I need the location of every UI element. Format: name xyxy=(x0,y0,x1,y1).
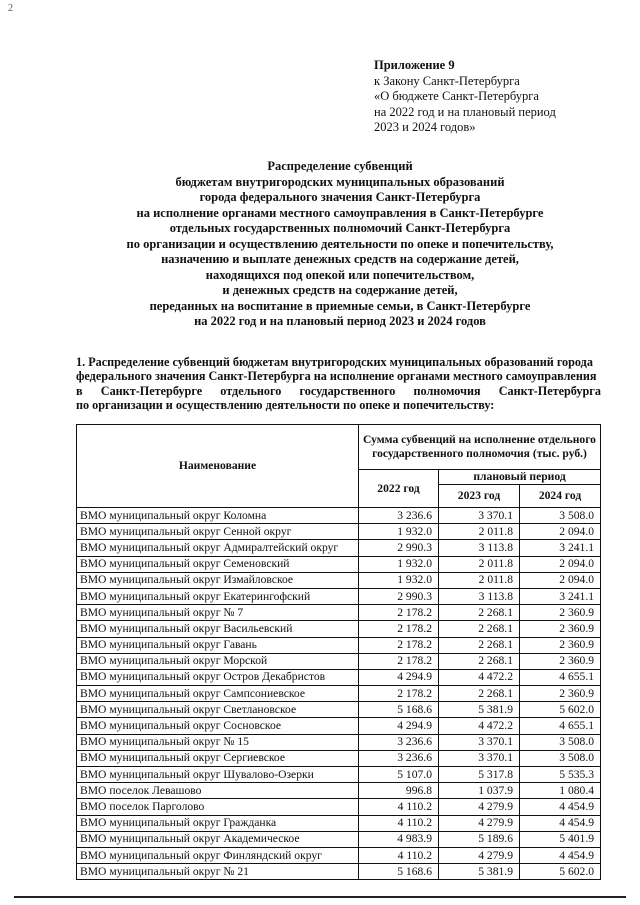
row-value-2022: 2 178.2 xyxy=(359,686,439,702)
intro-line: 1. Распределение субвенций бюджетам внутригородских муниципальных образований города xyxy=(76,355,593,369)
row-value-2024: 2 360.9 xyxy=(520,621,601,637)
row-value-2023: 2 268.1 xyxy=(439,637,520,653)
row-name: ВМО муниципальный округ Семеновский xyxy=(77,556,359,572)
row-value-2023: 5 381.9 xyxy=(439,864,520,880)
row-value-2024: 2 360.9 xyxy=(520,686,601,702)
table-row xyxy=(77,847,601,863)
intro-word: Санкт-Петербурге xyxy=(100,383,203,398)
row-value-2024: 5 535.3 xyxy=(520,767,601,783)
title-line: переданных на воспитание в приемные семьи, в Санкт-Петербурге xyxy=(149,298,531,313)
table-body xyxy=(77,508,601,880)
title-line: города федерального значения Санкт-Петербурга xyxy=(199,190,481,204)
row-value-2023: 5 381.9 xyxy=(439,702,520,718)
row-value-2023: 4 279.9 xyxy=(439,799,520,815)
row-value-2023: 1 037.9 xyxy=(439,783,520,799)
table-row xyxy=(77,767,601,783)
table-row xyxy=(77,605,601,621)
row-name: ВМО муниципальный округ № 7 xyxy=(77,605,359,621)
subventions-table xyxy=(76,424,601,880)
row-value-2023: 4 279.9 xyxy=(439,847,520,863)
row-name: ВМО муниципальный округ Коломна xyxy=(77,508,359,524)
row-value-2022: 4 294.9 xyxy=(359,718,439,734)
row-value-2024: 4 454.9 xyxy=(520,799,601,815)
row-value-2023: 4 472.2 xyxy=(439,718,520,734)
intro-word: полномочия xyxy=(413,383,481,398)
title-line: и денежных средств на содержание детей, xyxy=(222,283,458,297)
row-value-2024: 5 401.9 xyxy=(520,831,601,847)
row-value-2024: 2 360.9 xyxy=(520,653,601,669)
header-name: Наименование xyxy=(77,425,359,508)
table-row xyxy=(77,572,601,588)
row-value-2022: 4 110.2 xyxy=(359,815,439,831)
row-name: ВМО муниципальный округ Васильевский xyxy=(77,621,359,637)
header-year-2023: 2023 год xyxy=(439,485,520,508)
row-value-2023: 2 011.8 xyxy=(439,572,520,588)
header-year-2024: 2024 год xyxy=(520,485,601,508)
section-1-intro xyxy=(76,355,601,412)
row-value-2023: 2 268.1 xyxy=(439,686,520,702)
title-line: отдельных государственных полномочий Санкт-Петербурга xyxy=(169,221,511,235)
table-row xyxy=(77,637,601,653)
row-name: ВМО муниципальный округ Сампсониевское xyxy=(77,686,359,702)
row-value-2023: 3 113.8 xyxy=(439,540,520,556)
row-name: ВМО муниципальный округ Финляндский округ xyxy=(77,847,359,863)
row-value-2024: 2 360.9 xyxy=(520,637,601,653)
row-name: ВМО муниципальный округ Сосновское xyxy=(77,718,359,734)
row-value-2022: 4 294.9 xyxy=(359,669,439,685)
row-value-2022: 1 932.0 xyxy=(359,556,439,572)
row-value-2022: 1 932.0 xyxy=(359,572,439,588)
row-value-2024: 1 080.4 xyxy=(520,783,601,799)
table-row xyxy=(77,864,601,880)
row-value-2022: 1 932.0 xyxy=(359,524,439,540)
intro-word: отдельного xyxy=(220,383,282,398)
row-value-2022: 5 168.6 xyxy=(359,702,439,718)
title-line: назначению и выплате денежных средств на содержание детей, xyxy=(161,252,519,266)
row-value-2024: 3 508.0 xyxy=(520,750,601,766)
document-title xyxy=(60,159,620,330)
table-row xyxy=(77,783,601,799)
row-value-2023: 3 370.1 xyxy=(439,508,520,524)
row-value-2023: 2 268.1 xyxy=(439,621,520,637)
row-value-2024: 4 655.1 xyxy=(520,669,601,685)
title-line: по организации и осуществлению деятельности по опеке и попечительству, xyxy=(126,236,554,251)
row-value-2023: 4 472.2 xyxy=(439,669,520,685)
row-name: ВМО муниципальный округ Гавань xyxy=(77,637,359,653)
intro-word: Санкт-Петербурга xyxy=(498,383,601,398)
table-row xyxy=(77,718,601,734)
row-value-2023: 3 370.1 xyxy=(439,750,520,766)
table-row xyxy=(77,686,601,702)
title-line: находящихся под опекой или попечительством, xyxy=(205,267,475,282)
row-name: ВМО муниципальный округ Сенной округ xyxy=(77,524,359,540)
row-name: ВМО муниципальный округ Адмиралтейский округ xyxy=(77,540,359,556)
row-value-2022: 3 236.6 xyxy=(359,750,439,766)
page-corner-mark: 2 xyxy=(8,3,13,14)
row-value-2023: 4 279.9 xyxy=(439,815,520,831)
table-row xyxy=(77,508,601,524)
appendix-line: «О бюджете Санкт-Петербурга xyxy=(374,89,539,103)
intro-line: федерального значения Санкт-Петербурга на исполнение органами местного самоуправления xyxy=(76,369,597,384)
row-name: ВМО муниципальный округ № 21 xyxy=(77,864,359,880)
row-name: ВМО муниципальный округ Сергиевское xyxy=(77,750,359,766)
row-value-2022: 2 178.2 xyxy=(359,653,439,669)
row-name: ВМО муниципальный округ Морской xyxy=(77,653,359,669)
table-row xyxy=(77,669,601,685)
table-row xyxy=(77,702,601,718)
table-row xyxy=(77,621,601,637)
row-value-2024: 3 508.0 xyxy=(520,734,601,750)
title-line: на исполнение органами местного самоуправления в Санкт-Петербурге xyxy=(136,205,544,220)
row-value-2024: 3 241.1 xyxy=(520,540,601,556)
row-value-2023: 5 317.8 xyxy=(439,767,520,783)
row-value-2023: 2 268.1 xyxy=(439,653,520,669)
header-amount-group: Сумма субвенций на исполнение отдельного государственного полномочия (тыс. руб.) xyxy=(359,425,601,470)
table-row xyxy=(77,653,601,669)
row-value-2022: 2 178.2 xyxy=(359,637,439,653)
row-value-2022: 5 168.6 xyxy=(359,864,439,880)
appendix-block xyxy=(374,58,614,136)
row-value-2024: 2 360.9 xyxy=(520,605,601,621)
row-name: ВМО поселок Парголово xyxy=(77,799,359,815)
table-row xyxy=(77,556,601,572)
row-value-2022: 4 110.2 xyxy=(359,847,439,863)
row-value-2023: 2 011.8 xyxy=(439,524,520,540)
row-value-2022: 4 983.9 xyxy=(359,831,439,847)
table-row xyxy=(77,831,601,847)
table-row xyxy=(77,734,601,750)
header-year-2022: 2022 год xyxy=(359,470,439,508)
row-name: ВМО муниципальный округ Гражданка xyxy=(77,815,359,831)
table-row xyxy=(77,588,601,604)
row-value-2023: 5 189.6 xyxy=(439,831,520,847)
row-name: ВМО муниципальный округ Академическое xyxy=(77,831,359,847)
appendix-line: на 2022 год и на плановый период xyxy=(374,104,556,119)
intro-word: в xyxy=(76,383,83,398)
row-value-2024: 2 094.0 xyxy=(520,556,601,572)
row-value-2023: 2 011.8 xyxy=(439,556,520,572)
row-value-2022: 3 236.6 xyxy=(359,734,439,750)
row-value-2022: 996.8 xyxy=(359,783,439,799)
row-value-2022: 3 236.6 xyxy=(359,508,439,524)
row-value-2024: 2 094.0 xyxy=(520,524,601,540)
title-line: Распределение субвенций xyxy=(267,159,413,173)
row-name: ВМО муниципальный округ Измайловское xyxy=(77,572,359,588)
row-name: ВМО муниципальный округ Остров Декабристов xyxy=(77,669,359,685)
intro-line-justified xyxy=(76,384,601,398)
row-name: ВМО муниципальный округ Шувалово-Озерки xyxy=(77,767,359,783)
appendix-line: 2023 и 2024 годов» xyxy=(374,120,476,134)
header-planned-period: плановый период xyxy=(439,470,601,485)
row-name: ВМО муниципальный округ Светлановское xyxy=(77,702,359,718)
row-value-2022: 2 178.2 xyxy=(359,621,439,637)
row-value-2023: 3 113.8 xyxy=(439,588,520,604)
row-value-2022: 2 178.2 xyxy=(359,605,439,621)
row-value-2022: 5 107.0 xyxy=(359,767,439,783)
row-value-2024: 3 241.1 xyxy=(520,588,601,604)
row-value-2024: 5 602.0 xyxy=(520,864,601,880)
footer-rule xyxy=(14,896,626,898)
row-value-2024: 5 602.0 xyxy=(520,702,601,718)
row-value-2023: 3 370.1 xyxy=(439,734,520,750)
table-row xyxy=(77,540,601,556)
row-value-2022: 2 990.3 xyxy=(359,540,439,556)
row-name: ВМО поселок Левашово xyxy=(77,783,359,799)
row-name: ВМО муниципальный округ Екатерингофский xyxy=(77,588,359,604)
intro-line: по организации и осуществлению деятельности по опеке и попечительству: xyxy=(76,397,495,412)
row-value-2022: 4 110.2 xyxy=(359,799,439,815)
title-line: на 2022 год и на плановый период 2023 и 2024 годов xyxy=(194,314,486,328)
appendix-number: Приложение 9 xyxy=(374,58,455,72)
appendix-line: к Закону Санкт-Петербурга xyxy=(374,73,520,88)
row-value-2024: 4 454.9 xyxy=(520,847,601,863)
table-row xyxy=(77,815,601,831)
title-line: бюджетам внутригородских муниципальных образований xyxy=(175,174,505,189)
intro-word: государственного xyxy=(299,383,396,398)
row-value-2023: 2 268.1 xyxy=(439,605,520,621)
table-row xyxy=(77,799,601,815)
table-row xyxy=(77,524,601,540)
row-value-2024: 4 655.1 xyxy=(520,718,601,734)
row-value-2024: 4 454.9 xyxy=(520,815,601,831)
row-value-2022: 2 990.3 xyxy=(359,588,439,604)
row-value-2024: 3 508.0 xyxy=(520,508,601,524)
row-value-2024: 2 094.0 xyxy=(520,572,601,588)
row-name: ВМО муниципальный округ № 15 xyxy=(77,734,359,750)
table-row xyxy=(77,750,601,766)
